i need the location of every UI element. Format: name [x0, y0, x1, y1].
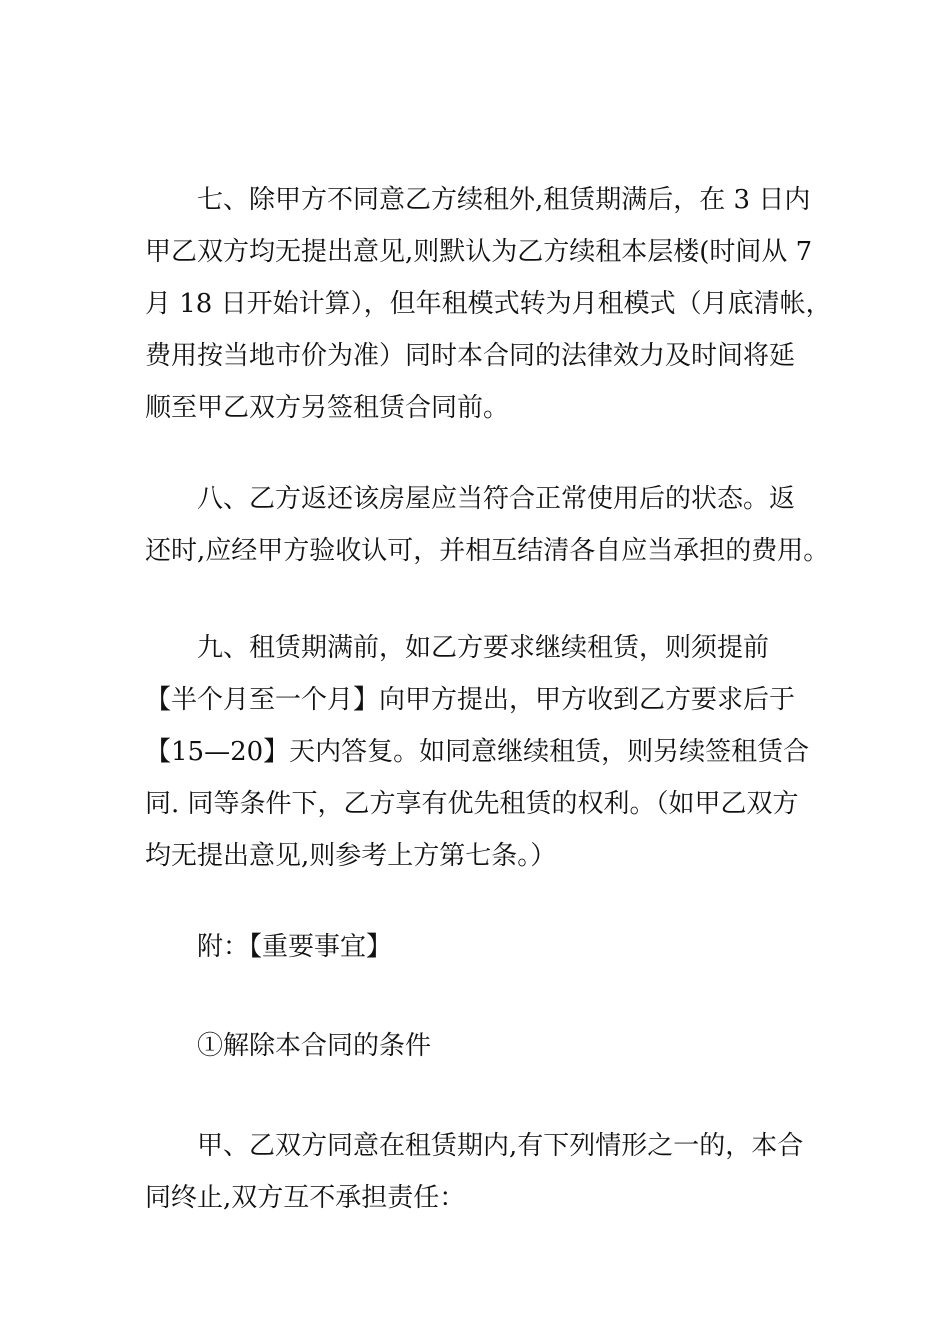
clause-8-line-2: 还时,应经甲方验收认可，并相互结清各自应当承担的费用。: [145, 536, 830, 566]
termination-line-1: 甲、乙双方同意在租赁期内,有下列情形之一的，本合: [197, 1131, 804, 1161]
clause-9-line-5: 均无提出意见,则参考上方第七条。）: [145, 841, 557, 871]
clause-7-paragraph: [145, 174, 832, 434]
clause-9-line-2: 【半个月至一个月】向甲方提出，甲方收到乙方要求后于: [145, 685, 796, 715]
termination-line-2: 同终止,双方互不承担责任：: [145, 1183, 466, 1213]
clause-8-line-1: 八、乙方返还该房屋应当符合正常使用后的状态。返: [197, 484, 796, 514]
section-1-title: ①解除本合同的条件: [197, 1031, 432, 1061]
clause-9-line-1: 九、租赁期满前，如乙方要求继续租赁，则须提前: [197, 633, 770, 663]
section-1-heading: [145, 1020, 815, 1072]
clause-7-line-5: 顺至甲乙双方另签租赁合同前。: [145, 393, 510, 423]
clause-7-line-1: 七、除甲方不同意乙方续租外,租赁期满后，在 3 日内: [197, 185, 811, 215]
clause-9-paragraph: [145, 622, 815, 882]
clause-7-line-2: 甲乙双方均无提出意见,则默认为乙方续租本层楼(时间从 7: [145, 237, 813, 267]
clause-9-line-4: 同. 同等条件下，乙方享有优先租赁的权利。（如甲乙双方: [145, 789, 799, 819]
appendix-title: 附：【重要事宜】: [197, 932, 393, 962]
clause-7-line-4: 费用按当地市价为准）同时本合同的法律效力及时间将延: [145, 341, 796, 371]
clause-9-line-3: 【15—20】天内答复。如同意继续租赁，则另续签租赁合: [145, 737, 810, 767]
termination-paragraph: [145, 1120, 815, 1224]
clause-7-line-3: 月 18 日开始计算），但年租模式转为月租模式（月底清帐，: [145, 289, 832, 319]
clause-8-paragraph: [145, 473, 830, 577]
appendix-heading: [145, 921, 815, 973]
